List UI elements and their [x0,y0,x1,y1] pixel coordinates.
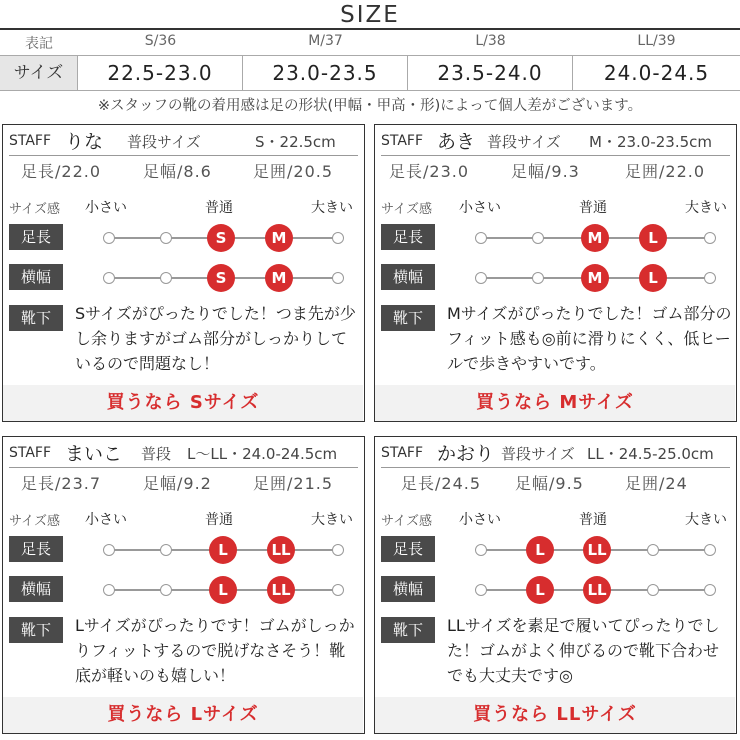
length-mark-m: M [581,224,609,252]
foot-width-measure: 足幅/9.5 [515,474,584,493]
usual-size-label: 普段サイズ [127,133,201,151]
foot-length-tag: 足長 [9,536,63,562]
scale-dot [475,232,487,244]
size-table-row [0,55,740,91]
scale-normal-label: 普通 [579,200,607,216]
scale-small-label: 小さい [459,512,501,528]
scale-dot [704,544,716,556]
scale-dot [704,272,716,284]
staff-comment: Sサイズがぴったりでした！つま先が少し余りますがゴム部分がしっかりしているので問題なし！ [75,304,356,373]
length-mark-s: S [207,224,235,252]
foot-length-measure: 足長/24.5 [401,474,482,493]
divider [9,467,358,468]
scale-dot [332,232,344,244]
scale-dot [475,584,487,596]
width-mark-s: S [207,264,235,292]
divider [9,155,358,156]
length-mark-ll: LL [583,536,611,564]
scale-dot [103,272,115,284]
socks-tag: 靴下 [381,305,435,331]
buy-recommendation: 買うなら Lサイズ [3,697,363,733]
size-range-ll: 24.0-24.5 [603,61,710,85]
staff-comment: Lサイズがぴったりです！ゴムがしっかりフィットするので脱げなさそう！靴底が軽いのも嬉しい！ [75,616,355,685]
length-mark-l: L [526,536,554,564]
width-mark-m: M [265,264,293,292]
foot-width-measure: 足幅/8.6 [143,162,212,181]
foot-girth-measure: 足囲/20.5 [253,162,334,181]
length-mark-l: L [209,536,237,564]
foot-length-measure: 足長/22.0 [21,162,102,181]
staff-card-maiko [2,436,365,734]
foot-width-tag: 横幅 [381,576,435,602]
staff-name: かおり [437,443,495,465]
size-feel-label: サイズ感 [381,514,432,529]
staff-label: STAFF [381,133,424,149]
scale-dot [160,544,172,556]
foot-length-measure: 足長/23.7 [21,474,102,493]
scale-normal-label: 普通 [205,512,233,528]
staff-comment: LLサイズを素足で履いてぴったりでした！ゴムがよく伸びるので靴下合わせでも大丈夫です◎ [447,616,720,685]
foot-width-tag: 横幅 [9,576,63,602]
usual-size-value: M・23.0-23.5cm [589,133,713,151]
width-mark-l: L [526,576,554,604]
buy-recommendation: 買うなら Mサイズ [375,385,735,421]
scale-dot [704,232,716,244]
size-range-l: 23.5-24.0 [408,56,573,90]
usual-size-value: LL・24.5-25.0cm [587,445,714,463]
scale-big-label: 大きい [311,200,353,216]
staff-label: STAFF [9,133,52,149]
length-mark-l: L [639,224,667,252]
staff-card-kaori [374,436,737,734]
size-range-s: 22.5-23.0 [78,56,243,90]
usual-size-value: L〜LL・24.0-24.5cm [187,445,338,463]
size-col-label-l: L/38 [475,33,506,49]
buy-recommendation: 買うなら Sサイズ [3,385,363,421]
scale-dot [103,544,115,556]
scale-dot [160,584,172,596]
title-rule [0,28,740,30]
staff-label: STAFF [9,445,52,461]
scale-small-label: 小さい [85,200,127,216]
scale-dot [532,272,544,284]
scale-dot [532,232,544,244]
fit-note: ※スタッフの靴の着用感は足の形状(甲幅・甲高・形)によって個人差がございます。 [97,98,643,114]
scale-dot [332,584,344,596]
length-mark-ll: LL [267,536,295,564]
size-col-label-m: M/37 [308,33,343,49]
size-col-label-s: S/36 [144,33,177,49]
usual-size-label: 普段サイズ [501,445,575,463]
width-mark-ll: LL [267,576,295,604]
scale-big-label: 大きい [685,200,727,216]
foot-width-tag: 横幅 [9,264,63,290]
staff-card-rina [2,124,365,422]
buy-recommendation: 買うなら LLサイズ [375,697,735,733]
scale-dot [704,584,716,596]
scale-normal-label: 普通 [579,512,607,528]
scale-dot [103,584,115,596]
page-title: SIZE [340,2,400,28]
divider [381,155,730,156]
size-row-label: サイズ [0,56,78,90]
divider [381,467,730,468]
scale-dot [332,544,344,556]
socks-tag: 靴下 [9,305,63,331]
foot-girth-measure: 足囲/21.5 [253,474,334,493]
scale-normal-label: 普通 [205,200,233,216]
staff-card-aki [374,124,737,422]
foot-width-measure: 足幅/9.3 [511,162,580,181]
usual-size-label: 普段サイズ [487,133,561,151]
width-mark-m: M [581,264,609,292]
width-mark-l: L [209,576,237,604]
scale-big-label: 大きい [685,512,727,528]
size-col-label-ll: LL/39 [637,33,676,49]
staff-label: STAFF [381,445,424,461]
scale-small-label: 小さい [459,200,501,216]
width-mark-l: L [639,264,667,292]
scale-dot [332,272,344,284]
scale-dot [160,232,172,244]
width-mark-ll: LL [583,576,611,604]
foot-length-measure: 足長/23.0 [389,162,470,181]
size-feel-label: サイズ感 [9,514,60,529]
staff-name: あき [437,131,476,153]
foot-girth-measure: 足囲/24 [625,474,688,493]
staff-comment: Mサイズがぴったりでした！ゴム部分のフィット感も◎前に滑りにくく、低ヒールで歩きやすいです。 [447,304,732,373]
scale-dot [475,272,487,284]
foot-length-tag: 足長 [381,224,435,250]
scale-dot [475,544,487,556]
usual-size-value: S・22.5cm [255,133,336,151]
scale-dot [160,272,172,284]
foot-girth-measure: 足囲/22.0 [625,162,706,181]
socks-tag: 靴下 [9,617,63,643]
usual-size-label: 普段 [141,445,172,463]
size-table-header-label: 表記 [25,36,53,52]
foot-length-tag: 足長 [381,536,435,562]
size-feel-label: サイズ感 [9,202,60,217]
size-feel-label: サイズ感 [381,202,432,217]
foot-width-tag: 横幅 [381,264,435,290]
staff-name: まいこ [65,443,123,465]
scale-dot [103,232,115,244]
scale-dot [647,584,659,596]
scale-big-label: 大きい [311,512,353,528]
length-mark-m: M [265,224,293,252]
foot-length-tag: 足長 [9,224,63,250]
size-range-m: 23.0-23.5 [243,56,408,90]
scale-small-label: 小さい [85,512,127,528]
scale-dot [647,544,659,556]
socks-tag: 靴下 [381,617,435,643]
foot-width-measure: 足幅/9.2 [143,474,212,493]
staff-name: りな [65,131,104,153]
